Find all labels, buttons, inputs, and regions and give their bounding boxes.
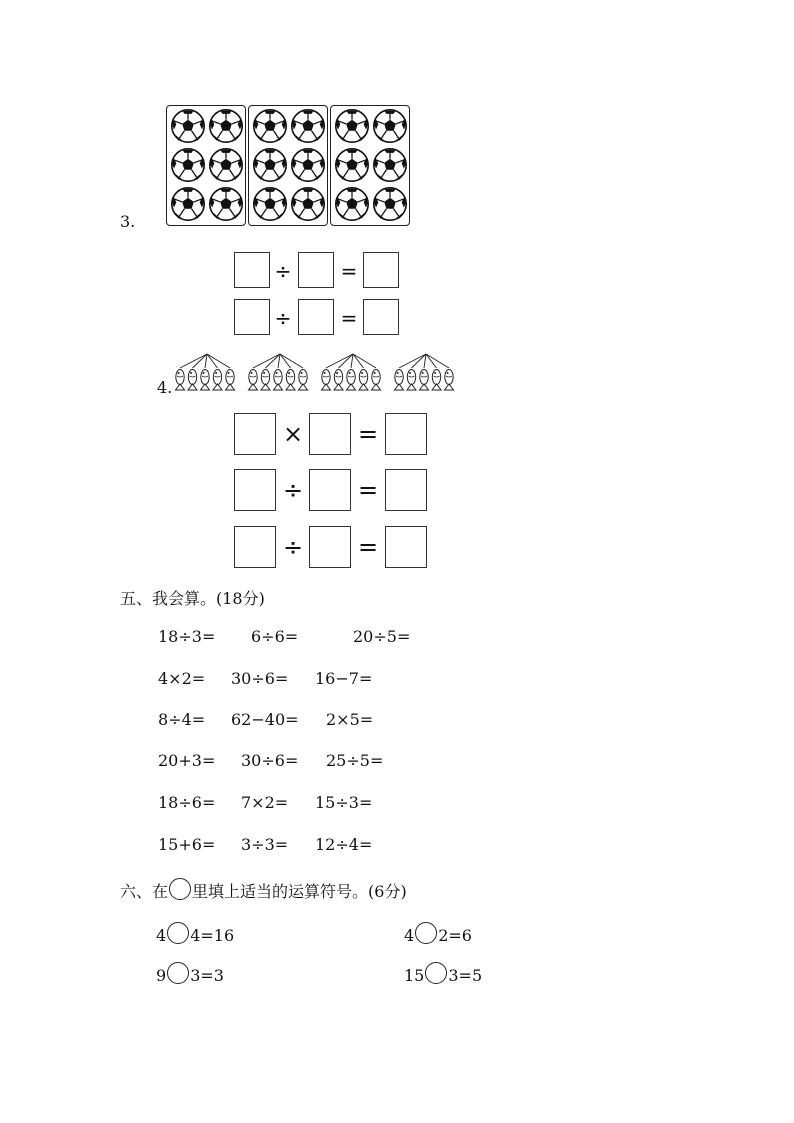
- answer-box[interactable]: [363, 252, 399, 288]
- soccer-ball-icon: [170, 108, 206, 144]
- fish-icon: [274, 370, 283, 391]
- fish-icon: [445, 370, 454, 391]
- divide-sign: ÷: [282, 476, 304, 504]
- calc-item: 18÷3=: [158, 627, 216, 646]
- operand-right: 2=6: [438, 926, 472, 945]
- answer-box[interactable]: [234, 252, 270, 288]
- calc-item: 25÷5=: [326, 751, 384, 770]
- answer-box[interactable]: [385, 469, 427, 511]
- answer-box[interactable]: [234, 299, 270, 335]
- soccer-ball-icon: [208, 186, 244, 222]
- fish-icon: [420, 370, 429, 391]
- soccer-ball-icon: [252, 147, 288, 183]
- soccer-ball-icon: [252, 108, 288, 144]
- calc-item: 15+6=: [158, 835, 216, 854]
- answer-box[interactable]: [298, 299, 334, 335]
- fish-icon: [299, 370, 308, 391]
- operator-fill-item: [404, 962, 482, 985]
- answer-box[interactable]: [234, 413, 276, 455]
- fish-bunches-illustration: [172, 350, 468, 392]
- ball-group-panel: [166, 105, 246, 226]
- fish-icon: [249, 370, 258, 391]
- answer-box[interactable]: [385, 413, 427, 455]
- divide-sign: ÷: [274, 306, 292, 330]
- fish-icon: [201, 370, 210, 391]
- soccer-ball-icon: [372, 147, 408, 183]
- soccer-ball-icon: [208, 108, 244, 144]
- fish-icon: [213, 370, 222, 391]
- answer-box[interactable]: [309, 469, 351, 511]
- equals-sign: =: [357, 533, 379, 561]
- calc-item: 15÷3=: [315, 793, 373, 812]
- operator-circle[interactable]: [167, 922, 189, 944]
- fish-icon: [359, 370, 368, 391]
- soccer-ball-icon: [334, 186, 370, 222]
- soccer-ball-icon: [252, 186, 288, 222]
- calc-item: 30÷6=: [241, 751, 299, 770]
- operand-right: 4=16: [190, 926, 235, 945]
- fish-icon: [347, 370, 356, 391]
- calc-item: 7×2=: [241, 793, 289, 812]
- equals-sign: =: [357, 476, 379, 504]
- calc-item: 8÷4=: [158, 710, 206, 729]
- operator-circle[interactable]: [167, 962, 189, 984]
- answer-box[interactable]: [234, 526, 276, 568]
- operand-right: 3=3: [190, 966, 224, 985]
- fish-bunch: [395, 354, 454, 390]
- soccer-ball-icon: [290, 108, 326, 144]
- operand-left: 4: [156, 926, 167, 945]
- fish-icon: [226, 370, 235, 391]
- fish-bunch: [249, 354, 308, 390]
- calc-item: 18÷6=: [158, 793, 216, 812]
- calc-item: 12÷4=: [315, 835, 373, 854]
- multiply-sign: ×: [282, 420, 304, 448]
- operand-left: 15: [404, 966, 425, 985]
- soccer-ball-icon: [170, 186, 206, 222]
- operator-fill-item: [404, 922, 472, 945]
- calc-item: 20÷5=: [353, 627, 411, 646]
- fish-icon: [176, 370, 185, 391]
- soccer-ball-icon: [170, 147, 206, 183]
- answer-box[interactable]: [234, 469, 276, 511]
- section-6-title: [120, 878, 407, 902]
- calc-item: 30÷6=: [231, 669, 289, 688]
- operand-left: 9: [156, 966, 167, 985]
- ball-group-panel: [248, 105, 328, 226]
- fish-bunch: [322, 354, 381, 390]
- answer-box[interactable]: [385, 526, 427, 568]
- fish-icon: [372, 370, 381, 391]
- answer-box[interactable]: [363, 299, 399, 335]
- section-6-title-prefix: 六、在: [120, 882, 169, 901]
- section-6-title-suffix: 里填上适当的运算符号。(6分): [192, 882, 407, 901]
- soccer-ball-icon: [208, 147, 244, 183]
- equals-sign: =: [357, 420, 379, 448]
- operator-circle[interactable]: [415, 922, 437, 944]
- soccer-ball-icon: [290, 147, 326, 183]
- calc-item: 16−7=: [315, 669, 373, 688]
- fish-icon: [395, 370, 404, 391]
- equals-sign: =: [340, 306, 358, 330]
- operator-fill-item: [156, 962, 224, 985]
- soccer-ball-icon: [372, 186, 408, 222]
- question-3-number: 3.: [120, 212, 136, 231]
- fish-icon: [261, 370, 270, 391]
- soccer-ball-icon: [334, 108, 370, 144]
- calc-item: 4×2=: [158, 669, 206, 688]
- operand-right: 3=5: [448, 966, 483, 985]
- fish-icon: [407, 370, 416, 391]
- calc-item: 6÷6=: [251, 627, 299, 646]
- operator-circle[interactable]: [425, 962, 447, 984]
- answer-box[interactable]: [309, 526, 351, 568]
- fish-icon: [286, 370, 295, 391]
- calc-item: 20+3=: [158, 751, 216, 770]
- operand-left: 4: [404, 926, 415, 945]
- section-5-title: 五、我会算。(18分): [120, 589, 265, 608]
- ball-group-panel: [330, 105, 410, 226]
- question-4-number: 4.: [157, 378, 173, 397]
- soccer-ball-icon: [334, 147, 370, 183]
- divide-sign: ÷: [274, 259, 292, 283]
- calc-item: 62−40=: [231, 710, 299, 729]
- calc-item: 3÷3=: [241, 835, 289, 854]
- answer-box[interactable]: [309, 413, 351, 455]
- equals-sign: =: [340, 259, 358, 283]
- fish-icon: [334, 370, 343, 391]
- soccer-ball-icon: [290, 186, 326, 222]
- operator-fill-item: [156, 922, 234, 945]
- answer-box[interactable]: [298, 252, 334, 288]
- calc-item: 2×5=: [326, 710, 374, 729]
- fish-bunch: [176, 354, 235, 390]
- fish-icon: [322, 370, 331, 391]
- circle-icon: [169, 878, 191, 900]
- soccer-ball-icon: [372, 108, 408, 144]
- divide-sign: ÷: [282, 533, 304, 561]
- fish-icon: [432, 370, 441, 391]
- fish-icon: [188, 370, 197, 391]
